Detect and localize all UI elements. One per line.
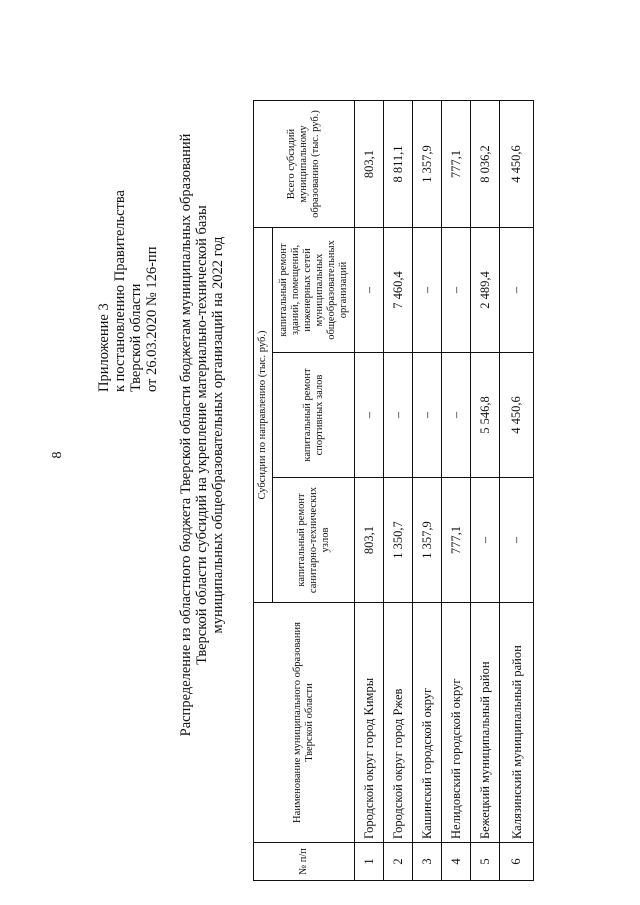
value-sport: – — [384, 353, 413, 478]
table-row — [500, 101, 534, 881]
value-buildings: 7 460,4 — [384, 228, 413, 353]
value-buildings: – — [442, 228, 471, 353]
header-name: Наименование муниципального образования Тверской области — [254, 603, 355, 843]
appendix-line: Приложение 3 — [96, 303, 112, 392]
municipality-name: Калязинский муниципальный район — [500, 603, 534, 843]
header-col-sport: капитальный ремонт спортивных залов — [273, 353, 355, 478]
value-sport: – — [442, 353, 471, 478]
municipality-name: Городской округ город Ржев — [384, 603, 413, 843]
value-buildings: – — [355, 228, 384, 353]
value-sanitary: – — [471, 478, 500, 603]
table-row — [355, 101, 384, 881]
document-title — [178, 75, 226, 795]
municipality-name: Бежецкий муниципальный район — [471, 603, 500, 843]
row-number: 1 — [355, 843, 384, 881]
subsidy-table — [253, 100, 534, 881]
appendix-line: от 26.03.2020 № 126-пп — [144, 246, 160, 392]
value-sanitary: 1 357,9 — [413, 478, 442, 603]
value-sport: 5 546,8 — [471, 353, 500, 478]
row-number: 5 — [471, 843, 500, 881]
municipality-name: Кашинский городской округ — [413, 603, 442, 843]
value-sanitary: – — [500, 478, 534, 603]
value-sport: 4 450,6 — [500, 353, 534, 478]
value-total: 1 357,9 — [413, 101, 442, 228]
value-buildings: 2 489,4 — [471, 228, 500, 353]
header-col-buildings: капитальный ремонт зданий, помещений, инженерных сетей муниципальных общеобразовательных организаций — [273, 228, 355, 353]
row-number: 4 — [442, 843, 471, 881]
row-number: 6 — [500, 843, 534, 881]
table-row — [384, 101, 413, 881]
value-buildings: – — [413, 228, 442, 353]
page-number: 8 — [50, 451, 65, 459]
title-line: Распределение из областного бюджета Тверской области бюджетам муниципальных образований — [178, 133, 194, 737]
header-col-sanitary: капитальный ремонт санитарно-технических узлов — [273, 478, 355, 603]
value-buildings: – — [500, 228, 534, 353]
municipality-name: Городской округ город Кимры — [355, 603, 384, 843]
title-line: Тверской области субсидий на укрепление материально-технической базы — [194, 205, 210, 665]
value-total: 777,1 — [442, 101, 471, 228]
appendix-block — [96, 190, 160, 392]
appendix-line: к постановлению Правительства — [112, 190, 128, 392]
header-num: № п/п — [254, 843, 355, 881]
table-row — [413, 101, 442, 881]
value-sanitary: 777,1 — [442, 478, 471, 603]
row-number: 2 — [384, 843, 413, 881]
header-group: Субсидии по направлению (тыс. руб.) — [254, 228, 273, 603]
row-number: 3 — [413, 843, 442, 881]
value-total: 4 450,6 — [500, 101, 534, 228]
municipality-name: Нелидовский городской округ — [442, 603, 471, 843]
value-sanitary: 803,1 — [355, 478, 384, 603]
header-total: Всего субсидий муниципальному образованию (тыс. руб.) — [254, 101, 355, 228]
value-sport: – — [413, 353, 442, 478]
value-sanitary: 1 350,7 — [384, 478, 413, 603]
value-total: 8 036,2 — [471, 101, 500, 228]
appendix-line: Тверской области — [128, 283, 144, 392]
value-total: 8 811,1 — [384, 101, 413, 228]
value-total: 803,1 — [355, 101, 384, 228]
title-line: муниципальных общеобразовательных организаций на 2022 год — [210, 236, 226, 634]
table-row — [442, 101, 471, 881]
table-row — [471, 101, 500, 881]
value-sport: – — [355, 353, 384, 478]
